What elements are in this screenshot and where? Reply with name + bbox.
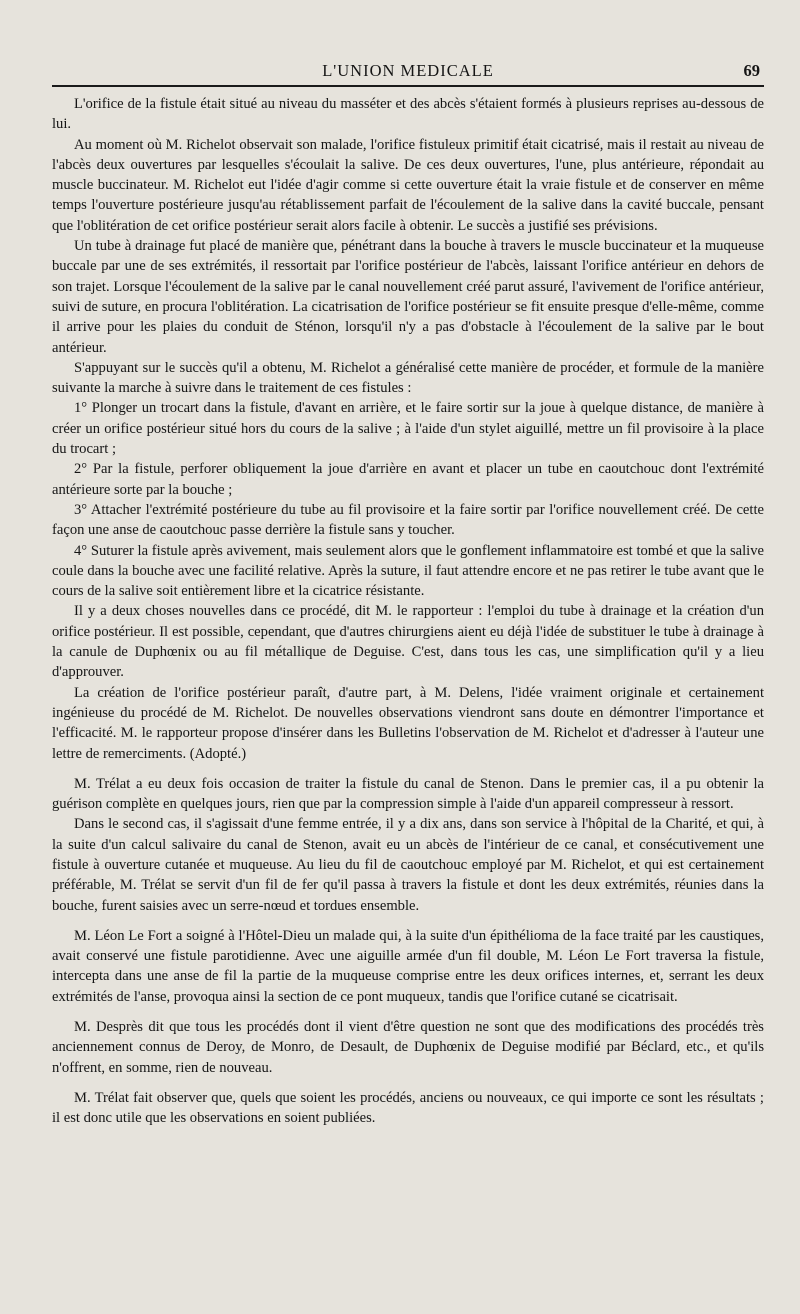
paragraph: M. Trélat fait observer que, quels que soient les procédés, anciens ou nouveaux, ce qui importe ce sont les résultats ; il est donc utile que les observations en soient publiées. bbox=[52, 1089, 764, 1127]
page-number: 69 bbox=[743, 61, 760, 80]
running-head bbox=[52, 55, 764, 87]
paragraph: S'appuyant sur le succès qu'il a obtenu, M. Richelot a généralisé cette manière de procéder, et formule de la manière suivante la marche à suivre dans le traitement de ces fistules : bbox=[52, 359, 764, 397]
paragraph: Un tube à drainage fut placé de manière que, pénétrant dans la bouche à travers le muscle buccinateur et la muqueuse buccale par une de ses extrémités, il ressortait par l'orifice postérieur de l'abcès, laissant l'orifice antérieur en dehors de son trajet. Lorsque l'écoulement de la salive par le canal nouvellement créé parut assuré, l'avivement de l'orifice antérieur, suivi de suture, en procura l'oblitération. La cicatrisation de l'orifice postérieur se fit ensuite presque d'elle-même, comme il arrive pour les plaies du conduit de Sténon, lorsqu'il n'y a pas d'obstacle à l'écoulement de la salive par le bout antérieur. bbox=[52, 238, 764, 356]
paragraph: M. Trélat a eu deux fois occasion de traiter la fistule du canal de Stenon. Dans le premier cas, il a pu obtenir la guérison complète en quelques jours, rien que par la compression simple à l'aide d'un appareil compresseur à ressort. bbox=[52, 775, 764, 813]
body-text bbox=[52, 94, 764, 1129]
paragraph: Dans le second cas, il s'agissait d'une femme entrée, il y a dix ans, dans son service à l'hôpital de la Charité, et qui, à la suite d'un calcul salivaire du canal de Stenon, avait eu un abcès de l'intérieur de ce canal, et consécutivement une fistule à ouverture cutanée et muqueuse. Au lieu du fil de caoutchouc employé par M. Richelot, et qui est certainement préférable, M. Trélat se servit d'un fil de fer qu'il passa à travers la fistule et dont les deux extrémités, réunies dans la bouche, furent saisies avec un serre-nœud et tordues ensemble. bbox=[52, 816, 764, 914]
paragraph: 3° Attacher l'extrémité postérieure du tube au fil provisoire et la faire sortir par l'orifice nouvellement créé. De cette façon une anse de caoutchouc passe derrière la fistule sans y toucher. bbox=[52, 501, 764, 539]
paragraph: 2° Par la fistule, perforer obliquement la joue d'arrière en avant et placer un tube en caoutchouc dont l'extrémité antérieure sorte par la bouche ; bbox=[52, 461, 764, 498]
paragraph: 4° Suturer la fistule après avivement, mais seulement alors que le gonflement inflammatoire est tombé et que la salive coule dans la bouche avec une facilité relative. Après la suture, il faut attendre encore et ne pas retirer le tube avant que le cours de la salive soit entièrement libre et la cicatrice résistante. bbox=[52, 542, 764, 600]
running-title: L'UNION MEDICALE bbox=[322, 61, 494, 80]
paragraph: La création de l'orifice postérieur paraît, d'autre part, à M. Delens, l'idée vraiment originale et certainement ingénieuse du procédé de M. Richelot. De nouvelles observations viendront sans doute en démontrer l'importance et l'efficacité. M. le rapporteur propose d'insérer dans les Bulletins l'observation de M. Richelot et d'adresser à l'auteur une lettre de remerciments. (Adopté.) bbox=[52, 684, 764, 762]
paragraph: L'orifice de la fistule était situé au niveau du masséter et des abcès s'étaient formés à plusieurs reprises au-dessous de lui. bbox=[52, 96, 764, 133]
paragraph: 1° Plonger un trocart dans la fistule, d'avant en arrière, et le faire sortir sur la joue à quelque distance, de manière à créer un orifice postérieur situé hors du cours de la salive ; à l'aide d'un stylet aiguillé, mettre un fil provisoire à la place du trocart ; bbox=[52, 400, 764, 458]
paragraph: M. Léon Le Fort a soigné à l'Hôtel-Dieu un malade qui, à la suite d'un épithélioma de la face traité par les caustiques, avait conservé une fistule parotidienne. Avec une aiguille armée d'un fil double, M. Léon Le Fort traversa la fistule, intercepta dans une anse de fil la partie de la muqueuse comprise entre les deux orifices internes, et, serrant les deux extrémités de l'anse, provoqua ainsi la section de ce pont muqueux, tandis que l'orifice cutané se cicatrisait. bbox=[52, 927, 764, 1005]
paragraph: Il y a deux choses nouvelles dans ce procédé, dit M. le rapporteur : l'emploi du tube à drainage et la création d'un orifice postérieur. Il est possible, cependant, que d'autres chirurgiens aient eu déjà l'idée de substituer le tube à drainage à la canule de Duphœnix ou au fil métallique de Deguise. C'est, dans tous les cas, une simplification qu'il y a lieu d'approuver. bbox=[52, 603, 764, 681]
paragraph: Au moment où M. Richelot observait son malade, l'orifice fistuleux primitif était cicatrisé, mais il restait au niveau de l'abcès deux ouvertures par lesquelles s'écoulait la salive. De ces deux ouvertures, l'une, plus antérieure, répondait au muscle buccinateur. M. Richelot eut l'idée d'agir comme si cette ouverture était la vraie fistule et de conserver en même temps l'ouverture postérieure jusqu'au rétablissement parfait de l'écoulement de la salive dans la cavité buccale, pensant que l'oblitération de cet orifice postérieur serait alors facile à obtenir. Le succès a justifié ses prévisions. bbox=[52, 136, 764, 234]
paragraph: M. Desprès dit que tous les procédés dont il vient d'être question ne sont que des modifications des procédés très anciennement connus de Deroy, de Monro, de Desault, de Duphœnix de Deguise modifié par Béclard, etc., et qu'ils n'offrent, en somme, rien de nouveau. bbox=[52, 1019, 764, 1076]
